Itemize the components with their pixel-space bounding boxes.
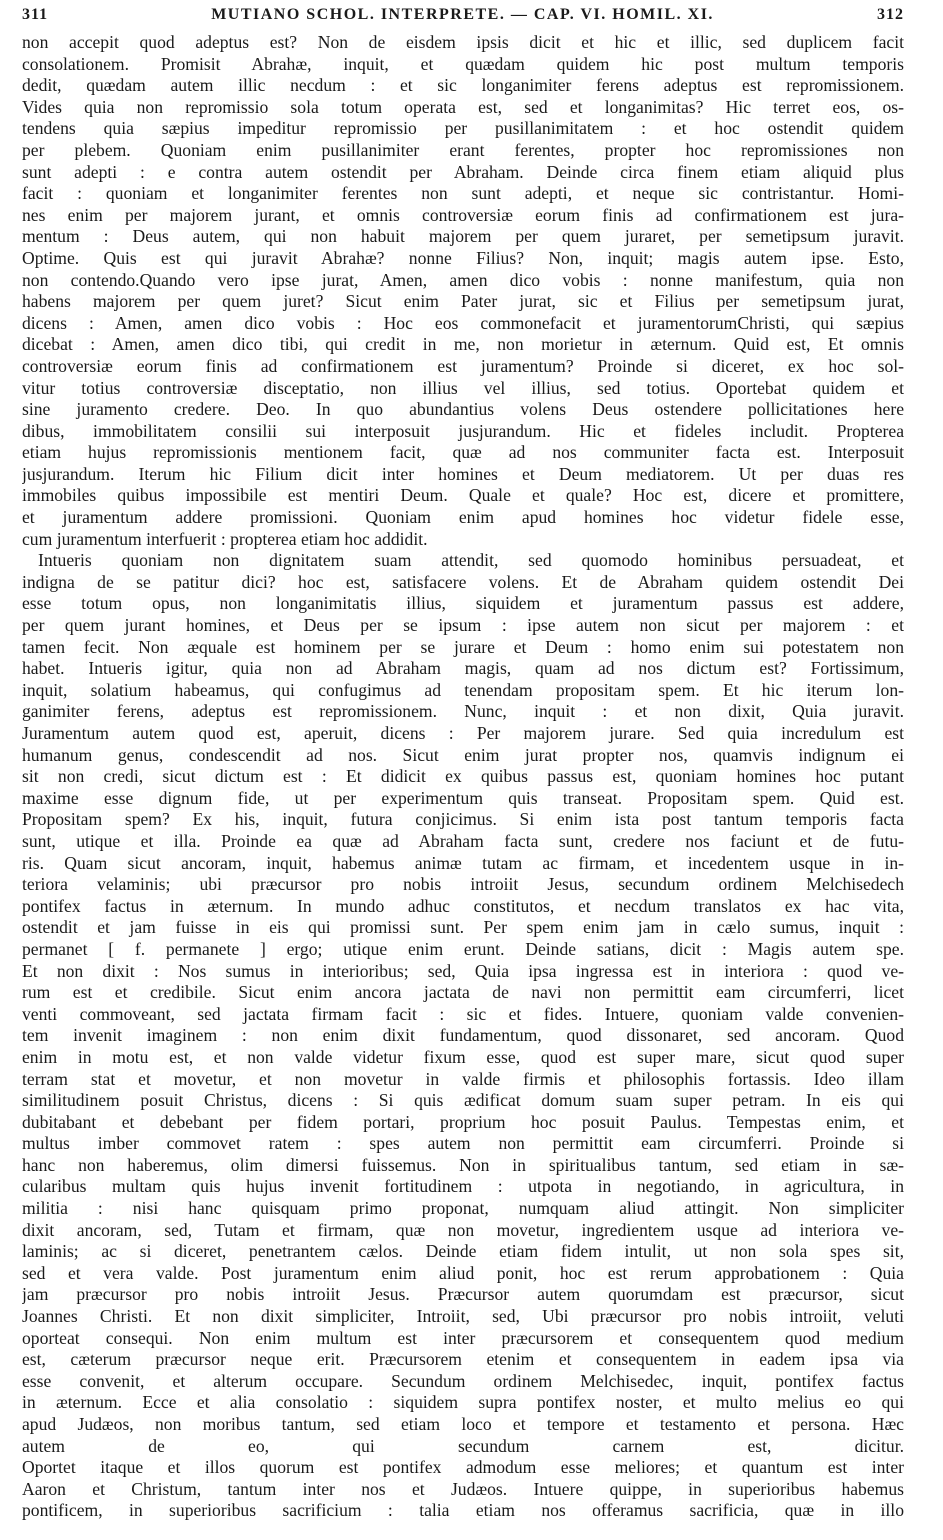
- body-text: [22, 32, 904, 1522]
- text-line: per quem jurant homines, et Deus per se ipsum : ipse autem non sicut per majorem : et: [22, 615, 904, 636]
- text-line: militia : nisi hanc quisquam primo proponat, numquam aliud attingit. Non simpliciter: [22, 1198, 904, 1219]
- text-line: hanc non haberemus, olim dimersi fuissemus. Non in spiritualibus tantum, sed etiam in sæ-: [22, 1154, 904, 1175]
- text-line: mentum : Deus autem, qui non habuit majorem per quem juraret, per semetipsum juravit.: [22, 226, 904, 247]
- text-line: nes enim per majorem jurant, et omnis controversiæ eorum finis ad confirmationem est jura-: [22, 204, 904, 225]
- text-line: tendens quia sæpius impeditur repromissio per pusillanimitatem : et hoc ostendit quidem: [22, 118, 904, 139]
- text-line: est, cæterum præcursor neque erit. Præcursorem etenim et consequentem in eadem ipsa via: [22, 1349, 904, 1370]
- text-line: maxime esse dignum fide, ut per experimentum quis transeat. Propositam spem. Quid est.: [22, 787, 904, 808]
- text-line: sunt, utique et illa. Proinde ea quæ ad Abraham facta sunt, credere nos faciunt et de futu-: [22, 830, 904, 851]
- text-line: esse totum opus, non longanimitatis illius, siquidem et juramentum passus est addere,: [22, 593, 904, 614]
- text-line: autem de eo, qui secundum carnem est, dicitur.: [22, 1435, 904, 1456]
- text-line: consolationem. Promisit Abrahæ, inquit, et quædam quidem hic post multum temporis: [22, 53, 904, 74]
- text-line: sine juramento credere. Deo. In quo abundantius volens Deus ostendere pollicitationes here: [22, 399, 904, 420]
- text-line: habens majorem per quem juret? Sicut enim Pater jurat, sic et Filius per semetipsum jurat,: [22, 291, 904, 312]
- text-line: jusjurandum. Iterum hic Filium dicit inter homines et Deum mediatorem. Ut per duas res: [22, 463, 904, 484]
- running-header: [22, 6, 904, 32]
- text-line: dixit ancoram, sed, Tutam et firmam, quæ non movetur, ingredientem usque ad interiora ve-: [22, 1219, 904, 1240]
- text-line: inquit, solatium habeamus, qui confugimus ad tenendam propositam spem. Et hic iterum lon-: [22, 679, 904, 700]
- text-line: non contendo.Quando vero ipse jurat, Amen, amen dico vobis : nonne manifestum, quia non: [22, 269, 904, 290]
- text-line: facit : quoniam et longanimiter ferentes non sunt adepti, et neque sic contristantur. Homi-: [22, 183, 904, 204]
- text-line: cularibus multam quis hujus invenit fortitudinem : utpota in negotiando, in agricultura, in: [22, 1176, 904, 1197]
- text-line: pontificem, in superioribus sacrificium : talia etiam nos offeramus sacrificia, quæ in illo: [22, 1500, 904, 1521]
- page-number-right: 312: [876, 6, 904, 23]
- text-line: sunt adepti : e contra autem ostendit per Abraham. Deinde circa finem etiam aliquid plus: [22, 161, 904, 182]
- text-line: ostendit et jam fuisse in eis qui promissi sunt. Per spem enim jam in cælo sumus, inquit :: [22, 917, 904, 938]
- text-line: indigna de se patitur dici? hoc est, satisfacere volens. Et de Abraham quidem ostendit Dei: [22, 571, 904, 592]
- text-line: Et non dixit : Nos sumus in interioribus; sed, Quia ipsa ingressa est in interiora : quod ve-: [22, 960, 904, 981]
- text-line: terram stat et movetur, et non movetur in valde firmis et philosophis fortassis. Ideo illam: [22, 1068, 904, 1089]
- text-line: dedit, quædam autem illic necdum : et sic longanimiter ferens adeptus est repromissionem.: [22, 75, 904, 96]
- running-title: MUTIANO SCHOL. INTERPRETE. — CAP. VI. HOMIL. XI.: [211, 6, 714, 23]
- text-line: multus imber commovet ratem : spes autem non permittit eam circumferri. Proinde si: [22, 1133, 904, 1154]
- page-number-left: 311: [22, 6, 49, 23]
- text-line: immobiles quibus impossibile est mentiri Deum. Quale et quale? Hoc est, dicere et promittere,: [22, 485, 904, 506]
- text-line: esse convenit, et alterum occupare. Secundum ordinem Melchisedec, inquit, pontifex factus: [22, 1370, 904, 1391]
- text-line: controversiæ eorum finis ad confirmationem est juramentum? Proinde si diceret, ex hoc sol-: [22, 355, 904, 376]
- text-line: per plebem. Quoniam enim pusillanimiter erant ferentes, propter hoc repromissiones non: [22, 139, 904, 160]
- text-line: habet. Intueris igitur, quia non ad Abraham magis, quam ad nos dictum est? Fortissimum,: [22, 658, 904, 679]
- text-line: dicebat : Amen, amen dico tibi, qui credit in me, non morietur in æternum. Quid est, Et omnis: [22, 334, 904, 355]
- text-line: permanet [ f. permanete ] ergo; utique enim erunt. Deinde satians, dicit : Magis autem spe.: [22, 938, 904, 959]
- text-line: ganimiter ferens, adeptus est repromissionem. Nunc, inquit : et non dixit, Quia juravit.: [22, 701, 904, 722]
- text-line: jam præcursor pro nobis introiit Jesus. Præcursor autem quorumdam est præcursor, sicut: [22, 1284, 904, 1305]
- text-line: Intueris quoniam non dignitatem suam attendit, sed quomodo hominibus persuadeat, et: [38, 550, 904, 571]
- text-line: oporteat consequi. Non enim multum est inter præcursorem et consequentem quod medium: [22, 1327, 904, 1348]
- text-line: cum juramentum interfuerit : propterea etiam hoc addidit.: [22, 528, 428, 549]
- text-line: enim in motu est, et non valde videtur fixum esse, quod est super mare, sicut quod super: [22, 1046, 904, 1067]
- text-line: Vides quia non repromissio sola totum operata est, sed et longanimitas? Hic terret eos, os-: [22, 96, 904, 117]
- text-line: Joannes Christi. Et non dixit simpliciter, Introiit, sed, Ubi præcursor pro nobis introiit, veluti: [22, 1306, 904, 1327]
- text-line: non accepit quod adeptus est? Non de eisdem ipsis dicit et hic et illic, sed duplicem facit: [22, 32, 904, 52]
- text-line: dubitabant et debebant per fidem portari, proprium hoc posuit Paulus. Tempestas enim, et: [22, 1111, 904, 1132]
- text-line: in æternum. Ecce et alia consolatio : siquidem supra pontifex noster, et multo melius eo qui: [22, 1392, 904, 1413]
- text-line: Aaron et Christum, tantum inter nos et Judæos. Intuere quippe, in superioribus habemus: [22, 1478, 904, 1499]
- text-line: laminis; ac si diceret, penetrantem cælos. Deinde etiam fidem intulit, ut non sola spes sit,: [22, 1241, 904, 1262]
- text-line: humanum genus, condescendit ad nos. Sicut enim jurat propter nos, quamvis indignum ei: [22, 744, 904, 765]
- text-line: tem invenit imaginem : non enim dixit fundamentum, quod dissonaret, sed ancoram. Quod: [22, 1025, 904, 1046]
- text-line: Oportet itaque et illos quorum est pontifex admodum esse meliores; et quantum est inter: [22, 1457, 904, 1478]
- text-line: Propositam spem? Ex his, inquit, futura conjicimus. Si enim ista post tantum temporis facta: [22, 809, 904, 830]
- text-line: etiam hujus repromissionis mentionem facit, quæ ad nos communiter facta est. Interposuit: [22, 442, 904, 463]
- text-line: sed et vera valde. Post juramentum enim aliud ponit, hoc est rerum approbationem : Quia: [22, 1262, 904, 1283]
- text-line: teriora velaminis; ubi præcursor pro nobis introiit Jesus, secundum ordinem Melchisedech: [22, 874, 904, 895]
- text-line: rum est et credibile. Sicut enim ancora jactata de navi non permittit eam circumferri, licet: [22, 982, 904, 1003]
- text-line: sit non credi, sicut dictum est : Et didicit ex quibus passus est, quoniam homines hoc putant: [22, 766, 904, 787]
- text-line: apud Judæos, non moribus tantum, sed etiam loco et tempore et testamento et persona. Hæc: [22, 1414, 904, 1434]
- page: [22, 6, 904, 1522]
- text-line: ris. Quam sicut ancoram, inquit, habemus animæ tutam ac firmam, et incedentem usque in in-: [22, 852, 904, 873]
- text-line: vitur totius controversiæ disceptatio, non illius vel illius, sed totius. Oportebat quidem et: [22, 377, 904, 398]
- text-line: dibus, immobilitatem consilii sui interposuit jusjurandum. Hic et fideles includit. Propterea: [22, 420, 904, 441]
- text-line: Optime. Quis est qui juravit Abrahæ? nonne Filius? Non, inquit; magis autem ipse. Esto,: [22, 247, 904, 268]
- text-line: tamen fecit. Non æquale est hominem per se jurare et Deum : homo enim sui potestatem non: [22, 636, 904, 657]
- text-line: pontifex factus in æternum. In mundo adhuc constitutos, et necdum translatos ex hac vita,: [22, 895, 904, 916]
- text-line: similitudinem posuit Christus, dicens : Si quis ædificat domum suam super petram. In eis qui: [22, 1090, 904, 1111]
- text-line: et juramentum addere promissioni. Quoniam enim apud homines hoc videtur fidele esse,: [22, 507, 904, 528]
- text-line: venti commoveant, sed jactata firmam facit : sic et fides. Intuere, quoniam valde convenien-: [22, 1003, 904, 1024]
- text-line: Juramentum autem quod est, aperuit, dicens : Per majorem jurare. Sed quia incredulum est: [22, 723, 904, 743]
- text-line: dicens : Amen, amen dico vobis : Hoc eos commonefacit et juramentorumChristi, qui sæpius: [22, 312, 904, 333]
